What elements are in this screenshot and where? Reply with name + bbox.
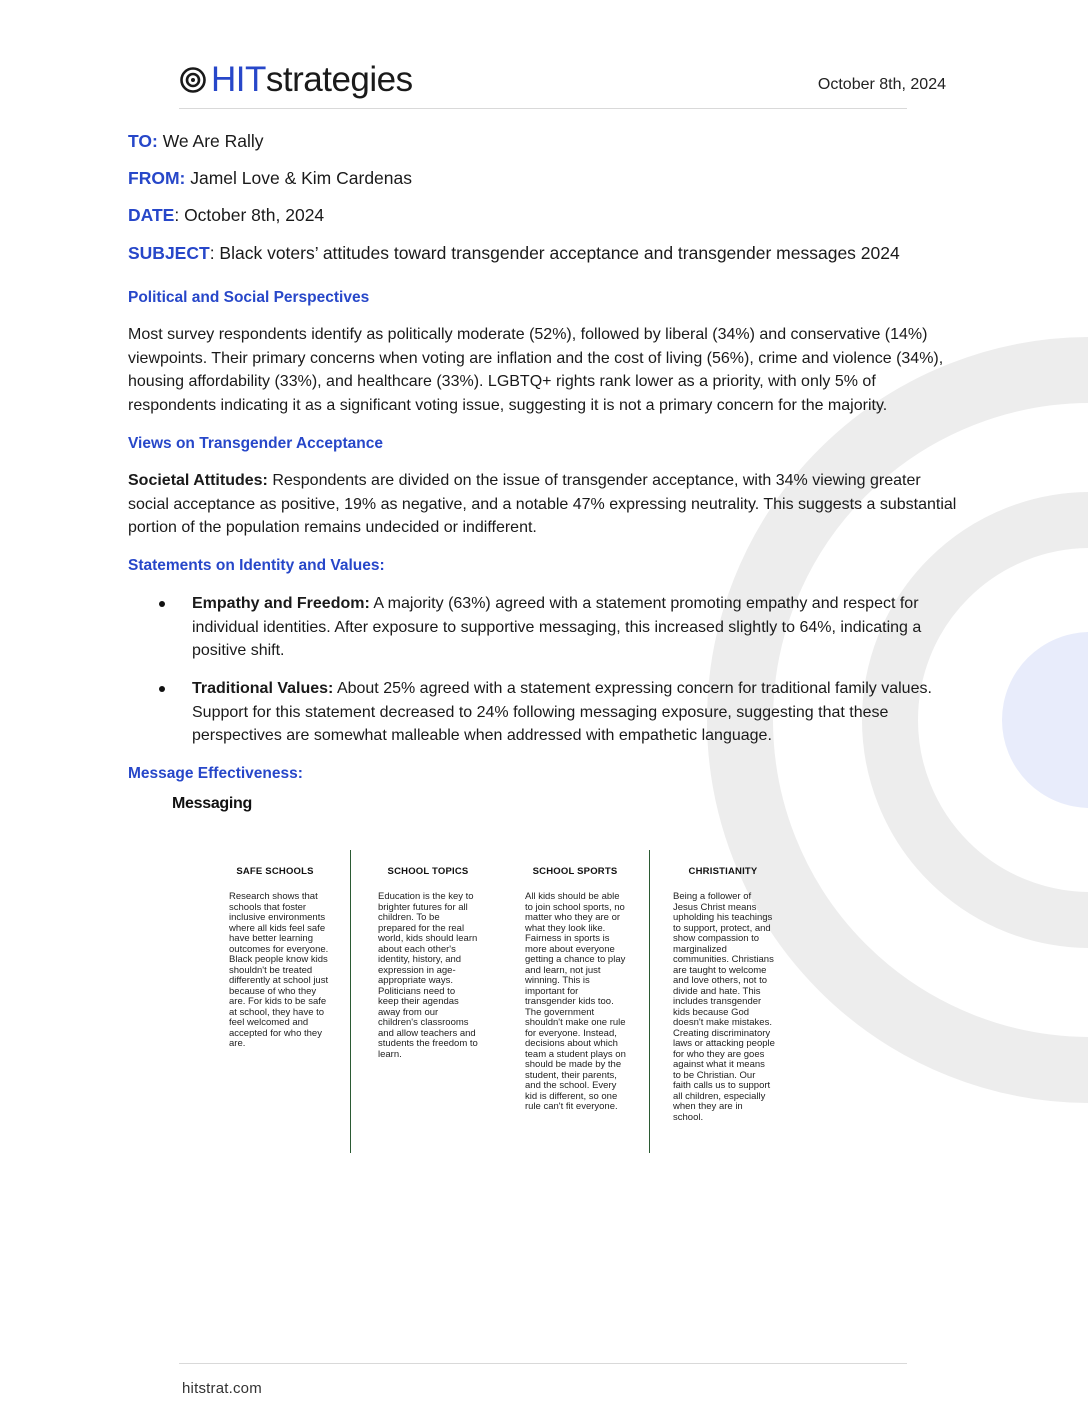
column-divider: [649, 850, 650, 1153]
message-text: Being a follower of Jesus Christ means upholding his teachings to support, protect, and show compassion to marginalized communities. Christians are taught to welcome and love others, not to divide and hate. This includes transgender kids because God doesn't make mistakes. Creating discriminatory laws or attacking people for who they are goes against what it means to be Christian. Our faith calls us to support all children, especially when they are in school.: [673, 891, 775, 1123]
logo-hit-text: HIT: [211, 60, 266, 99]
message-text: Research shows that schools that foster inclusive environments where all kids feel safe have better learning outcomes for everyone. Black people know kids shouldn't be treated differently at school just because of who they are. For kids to be safe at school, they have to feel welcomed and accepted for who they are.: [229, 891, 329, 1049]
message-heading: SCHOOL TOPICS: [387, 866, 469, 877]
bullet-empathy-lead: Empathy and Freedom:: [192, 595, 370, 612]
message-column-school-topics: [358, 850, 498, 1060]
societal-attitudes-lead: Societal Attitudes:: [128, 472, 268, 489]
column-divider: [350, 850, 351, 1153]
bullet-traditional-lead: Traditional Values:: [192, 680, 334, 697]
message-column-safe-schools: [205, 850, 345, 1050]
bullet-traditional-body: About 25% agreed with a statement expressing concern for traditional family values. Support for this statement decreased to 24% following messaging exposure, suggesting that these perspectives are somewhat malleable when addressed with empathetic language.: [192, 680, 932, 744]
memo-subject: [128, 242, 900, 264]
message-text: All kids should be able to join school sports, no matter who they are or what they look like. Fairness in sports is more about everyone getting a chance to play and learn, not just winning. This is important for transgender kids too. The government shouldn't make one rule for everyone. Instead, decisions about which team a student plays on should be made by the student, their parents, and the school. Every kid is different, so one rule can't fit everyone.: [525, 891, 626, 1112]
message-column-school-sports: [505, 850, 645, 1113]
footer-divider: [179, 1363, 907, 1364]
memo-from: [128, 167, 412, 189]
header-date: October 8th, 2024: [817, 76, 946, 93]
bullet-dot-icon: [159, 601, 165, 607]
target-icon: [179, 66, 207, 94]
bullet-dot-icon: [159, 686, 165, 692]
header-divider: [179, 108, 907, 109]
section-heading-political: Political and Social Perspectives: [128, 289, 370, 306]
bullet-empathy: [159, 592, 939, 663]
paragraph-political: Most survey respondents identify as politically moderate (52%), followed by liberal (34%) and conservative (14%) viewpoints. Their primary concerns when voting are inflation and the cost of living (56%), crime and violence (34%), housing affordability (33%), and healthcare (33%). LGBTQ+ rights rank lower as a priority, with only 5% of respondents indicating it as a significant voting issue, suggesting it is not a primary concern for the majority.: [128, 326, 944, 414]
bullet-traditional: [159, 677, 939, 748]
memo-from-value: Jamel Love & Kim Cardenas: [190, 168, 413, 188]
section-heading-effectiveness: Message Effectiveness:: [128, 765, 303, 782]
message-column-christianity: [653, 850, 793, 1123]
memo-subject-label: SUBJECT: [128, 243, 210, 263]
memo-subject-value: : Black voters’ attitudes toward transgender acceptance and transgender messages 2024: [209, 243, 900, 263]
memo-to-label: TO:: [128, 131, 158, 151]
memo-from-label: FROM:: [128, 168, 186, 188]
paragraph-societal-attitudes: [128, 469, 958, 540]
footer-url: hitstrat.com: [182, 1380, 262, 1397]
memo-to: [128, 130, 264, 152]
memo-to-value: We Are Rally: [162, 131, 264, 151]
message-heading: SAFE SCHOOLS: [236, 866, 314, 877]
message-heading: CHRISTIANITY: [688, 866, 758, 877]
bullet-empathy-text: [192, 592, 939, 663]
message-text: Education is the key to brighter futures for all children. To be prepared for the real world, kids should learn about each other's identity, history, and expression in age-appropriate ways. Politicians need to keep their agendas away from our children's classrooms and allow teachers and students the freedom to learn.: [378, 891, 478, 1060]
section-heading-statements: Statements on Identity and Values:: [128, 557, 385, 574]
decor-center-dot: [1002, 632, 1088, 808]
message-heading: SCHOOL SPORTS: [532, 866, 618, 877]
memo-date-value: : October 8th, 2024: [174, 205, 325, 225]
bullet-empathy-body: A majority (63%) agreed with a statement promoting empathy and respect for individual identities. After exposure to supportive messaging, this increased slightly to 64%, indicating a positive shift.: [192, 595, 922, 659]
memo-date: [128, 204, 324, 226]
company-logo: [179, 60, 413, 100]
messaging-figure-title: Messaging: [172, 795, 252, 812]
bullet-traditional-text: [192, 677, 939, 748]
societal-attitudes-text: Respondents are divided on the issue of transgender acceptance, with 34% viewing greater social acceptance as positive, 19% as negative, and a notable 47% expressing neutrality. This suggests a substantial portion of the population remains undecided or indifferent.: [128, 472, 957, 536]
logo-strategies-text: strategies: [265, 60, 413, 99]
memo-date-label: DATE: [128, 205, 175, 225]
section-heading-transgender: Views on Transgender Acceptance: [128, 435, 383, 452]
